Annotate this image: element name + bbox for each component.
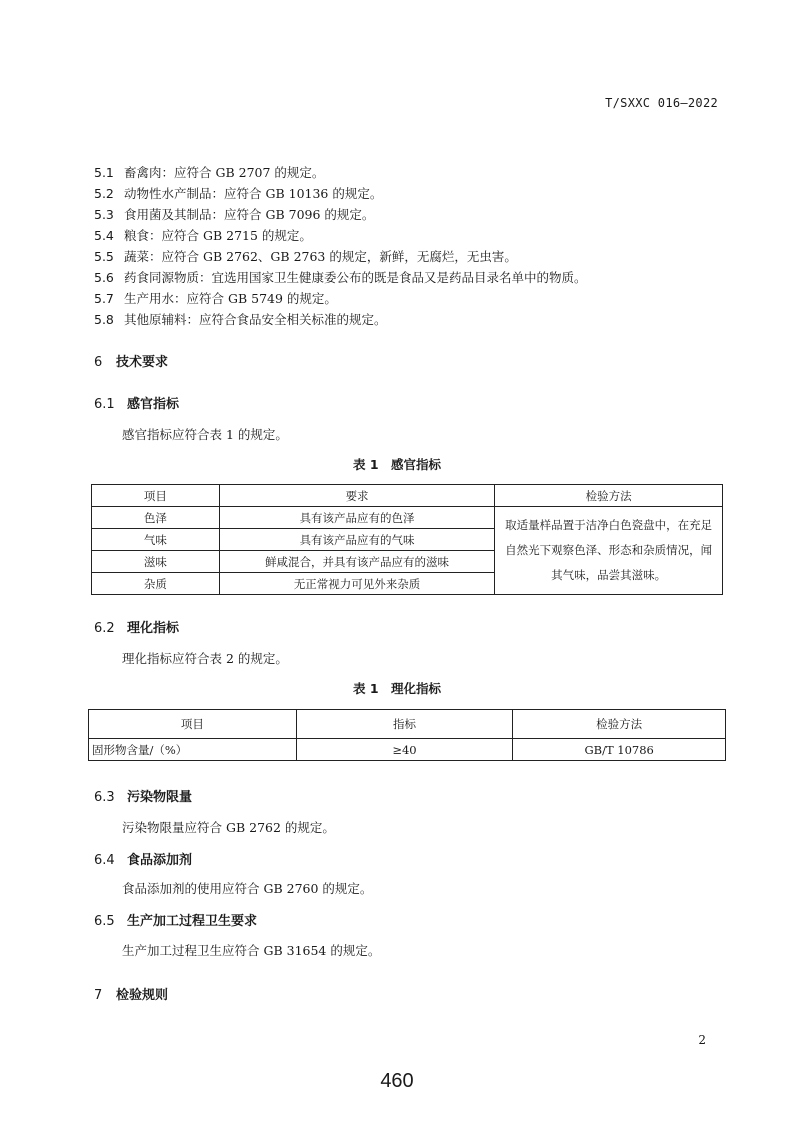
section-title: 食品添加剂 [127,853,193,868]
method-line: 取适量样品置于洁净白色瓷盘中，在充足 [505,518,713,532]
table-caption: 表 1 理化指标 [352,681,442,696]
list-item [94,268,587,286]
table-cell: 具有该产品应有的色泽 [219,507,495,529]
table-row [89,739,726,761]
table-row [92,507,723,529]
column-header: 要求 [219,485,495,507]
table-header-row [92,485,723,507]
table-cell: 鲜咸混合，并具有该产品应有的滋味 [219,551,495,573]
item-text: 药食同源物质：宜选用国家卫生健康委公布的既是食品又是药品目录名单中的物质。 [124,270,587,285]
section-heading-6-2 [94,617,179,636]
footer-number: 460 [380,1070,414,1092]
paragraph: 生产加工过程卫生应符合 GB 31654 的规定。 [122,943,381,958]
table-cell: 具有该产品应有的气味 [219,529,495,551]
section-heading-7 [94,984,168,1003]
item-number: 5.1 [94,165,114,180]
column-header: 项目 [92,485,220,507]
paragraph: 感官指标应符合表 1 的规定。 [122,427,288,442]
paragraph: 理化指标应符合表 2 的规定。 [122,651,288,666]
item-number: 5.3 [94,207,114,222]
method-line: 自然光下观察色泽、形态和杂质情况，闻 [505,543,713,557]
item-text: 其他原辅料：应符合食品安全相关标准的规定。 [124,312,387,327]
item-text: 蔬菜：应符合 GB 2762、GB 2763 的规定，新鲜，无腐烂，无虫害。 [124,249,517,264]
section-number: 6.2 [94,621,115,636]
page-number: 2 [698,1033,706,1047]
column-header: 指标 [296,710,513,739]
table-header-row [89,710,726,739]
table-cell: 固形物含量/（%） [89,739,297,761]
physicochemical-table [88,709,726,761]
table-cell: 气味 [92,529,220,551]
table-cell: 杂质 [92,573,220,595]
document-code: T/SXXC 016—2022 [605,96,718,110]
section-number: 6.3 [94,790,115,805]
item-text: 动物性水产制品：应符合 GB 10136 的规定。 [124,186,383,201]
item-text: 食用菌及其制品：应符合 GB 7096 的规定。 [124,207,375,222]
list-item [94,205,374,223]
section-title: 技术要求 [116,355,169,370]
table-cell: ≥40 [296,739,513,761]
item-number: 5.7 [94,291,114,306]
section-heading-6 [94,351,168,370]
paragraph: 污染物限量应符合 GB 2762 的规定。 [122,820,335,835]
section-heading-6-3 [94,786,192,805]
item-text: 生产用水：应符合 GB 5749 的规定。 [124,291,337,306]
item-number: 5.6 [94,270,114,285]
section-heading-6-4 [94,849,192,868]
section-number: 6 [94,355,103,370]
section-title: 污染物限量 [127,790,193,805]
paragraph: 食品添加剂的使用应符合 GB 2760 的规定。 [122,881,373,896]
table-cell: 色泽 [92,507,220,529]
item-number: 5.2 [94,186,114,201]
column-header: 检验方法 [513,710,726,739]
list-item [94,184,382,202]
section-number: 6.5 [94,914,115,929]
section-title: 生产加工过程卫生要求 [127,914,258,929]
list-item [94,163,324,181]
list-item [94,310,387,328]
column-header: 项目 [89,710,297,739]
table-cell: GB/T 10786 [513,739,726,761]
item-text: 粮食：应符合 GB 2715 的规定。 [124,228,312,243]
item-text: 畜禽肉：应符合 GB 2707 的规定。 [124,165,325,180]
list-item [94,289,337,307]
table-cell: 无正常视力可见外来杂质 [219,573,495,595]
method-cell [495,507,723,595]
section-heading-6-1 [94,393,179,412]
item-number: 5.5 [94,249,114,264]
column-header: 检验方法 [495,485,723,507]
method-line: 其气味，品尝其滋味。 [551,568,667,582]
list-item [94,247,517,265]
list-item [94,226,312,244]
section-title: 理化指标 [127,621,180,636]
table-cell: 滋味 [92,551,220,573]
table-caption: 表 1 感官指标 [352,457,442,472]
item-number: 5.8 [94,312,114,327]
section-title: 检验规则 [116,988,169,1003]
section-number: 6.4 [94,853,115,868]
section-heading-6-5 [94,910,257,929]
section-title: 感官指标 [127,397,180,412]
section-number: 7 [94,988,103,1003]
section-number: 6.1 [94,397,115,412]
item-number: 5.4 [94,228,114,243]
sensory-table [91,484,723,595]
